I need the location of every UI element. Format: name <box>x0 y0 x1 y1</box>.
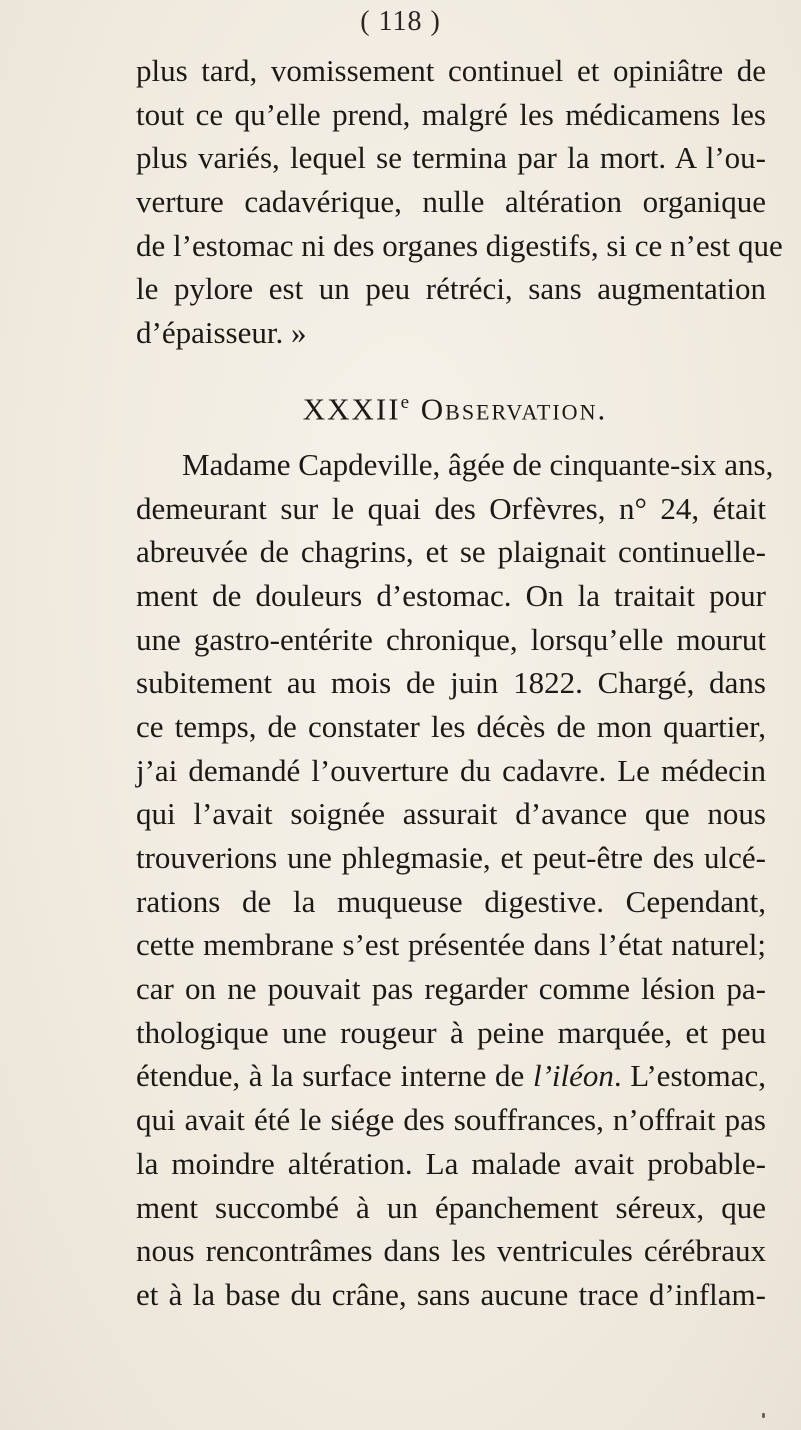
text-line: qui l’avait soignée assurait d’avance que nous <box>136 796 766 832</box>
text-line: abreuvée de chagrins, et se plaignait continuelle- <box>136 534 766 570</box>
text-line: la moindre altération. La malade avait probable- <box>136 1145 766 1181</box>
heading-numeral: XXXII <box>302 391 401 427</box>
text-line: plus variés, lequel se termina par la mort. A l’ou- <box>136 140 766 176</box>
text-line: cette membrane s’est présentée dans l’état naturel; <box>136 927 766 963</box>
text-line: nous rencontrâmes dans les ventricules cérébraux <box>136 1233 766 1269</box>
text-line: et à la base du crâne, sans aucune trace d’inflam- <box>136 1276 766 1312</box>
italic-term: l’iléon <box>532 1058 614 1094</box>
text-line: Madame Capdeville, âgée de cinquante-six ans, <box>182 446 774 482</box>
page-number: ( 118 ) <box>360 6 441 37</box>
text-run: étendue, à la surface interne de <box>136 1058 533 1094</box>
section-heading <box>136 376 766 429</box>
heading-title: Observation. <box>420 391 608 427</box>
text-line: le pylore est un peu rétréci, sans augmentation <box>136 271 766 307</box>
text-line: thologique une rougeur à peine marquée, et peu <box>136 1014 766 1050</box>
text-line: ce temps, de constater les décès de mon quartier, <box>136 708 766 744</box>
text-line: subitement au mois de juin 1822. Chargé, dans <box>136 665 766 701</box>
text-line: qui avait été le siége des souffrances, n’offrait pas <box>136 1102 766 1138</box>
text-line: ment succombé à un épanchement séreux, que <box>136 1189 766 1225</box>
spacer <box>136 355 766 376</box>
text-line: plus tard, vomissement continuel et opiniâtre de <box>136 53 766 88</box>
page-body <box>136 49 783 1317</box>
spacer <box>136 429 766 443</box>
heading-superscript: e <box>400 391 412 413</box>
text-line: demeurant sur le quai des Orfèvres, n° 24, était <box>136 490 766 526</box>
text-line: de l’estomac ni des organes digestifs, si ce n’est que <box>136 227 783 263</box>
text-line: car on ne pouvait pas regarder comme lésion pa- <box>136 971 766 1007</box>
text-line: une gastro-entérite chronique, lorsqu’elle mourut <box>136 621 766 657</box>
text-line: rations de la muqueuse digestive. Cependant, <box>136 883 766 919</box>
text-line: verture cadavérique, nulle altération organique <box>136 184 766 220</box>
text-line-ileon <box>136 1054 766 1098</box>
text-line: tout ce qu’elle prend, malgré les médicamens les <box>136 96 766 132</box>
text-line: trouverions une phlegmasie, et peut-être des ulcé- <box>136 840 766 875</box>
paper-speck <box>762 1413 765 1418</box>
text-line: d’épaisseur. » <box>136 315 307 351</box>
text-run: . L’estomac, <box>613 1058 766 1094</box>
text-line: ment de douleurs d’estomac. On la traitait pour <box>136 577 766 613</box>
text-line: j’ai demandé l’ouverture du cadavre. Le médecin <box>136 752 766 788</box>
